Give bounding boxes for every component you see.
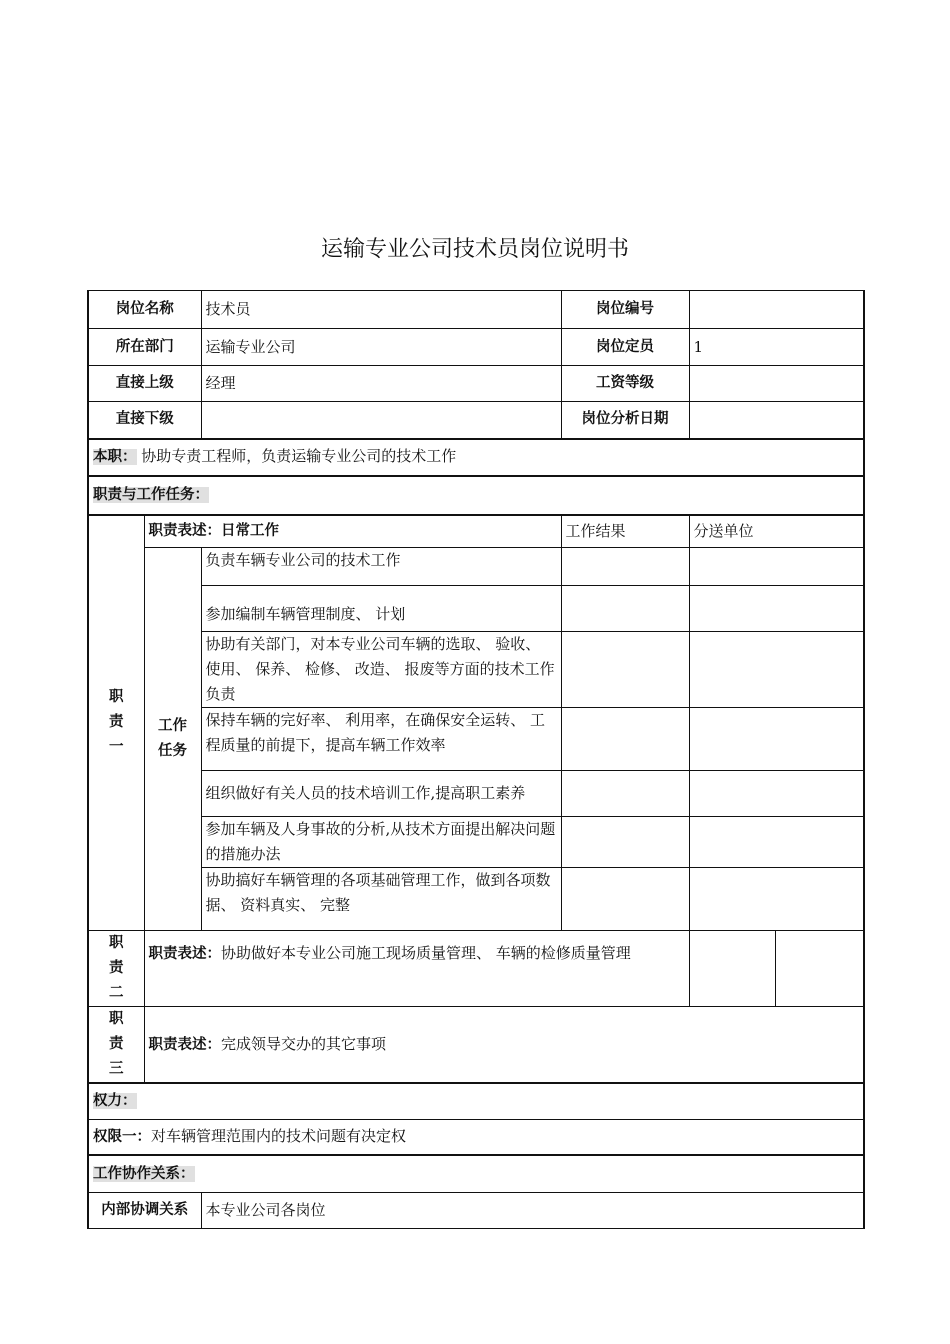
task-row (88, 771, 864, 817)
authority1-label: 权限一： (93, 1128, 151, 1145)
distribution-header: 分送单位 (689, 515, 864, 548)
analysis-date-value (689, 402, 864, 439)
task-row (88, 708, 864, 771)
duty1-desc-label: 职责表述：日常工作 (144, 515, 561, 548)
duty2-desc-text: 协助做好本专业公司施工现场质量管理、 车辆的检修质量管理 (221, 944, 631, 962)
duty2-result (689, 931, 775, 1007)
task-6-distribution (689, 817, 864, 868)
task-5-distribution (689, 771, 864, 817)
duty3-desc-label: 职责表述： (148, 1036, 221, 1053)
duty1-header-row (88, 515, 864, 548)
info-row-4 (88, 402, 864, 439)
position-code-label: 岗位编号 (561, 291, 689, 329)
internal-label: 内部协调关系 (88, 1192, 201, 1228)
authority1-cell (88, 1119, 864, 1155)
task-4-distribution (689, 708, 864, 771)
salary-grade-label: 工资等级 (561, 366, 689, 402)
superior-value: 经理 (201, 366, 561, 402)
internal-text: 本专业公司各岗位 (201, 1192, 864, 1228)
task-5: 组织做好有关人员的技术培训工作,提高职工素养 (201, 771, 561, 817)
task-row (88, 586, 864, 632)
info-row-2 (88, 329, 864, 366)
cooperation-header: 工作协作关系： (93, 1165, 195, 1182)
info-row-3 (88, 366, 864, 402)
duty3-side-label (88, 1007, 144, 1084)
duty3-desc-text: 完成领导交办的其它事项 (221, 1034, 387, 1053)
duties-header-row (88, 476, 864, 515)
task-6-result (561, 817, 689, 868)
superior-label: 直接上级 (88, 366, 201, 402)
headcount-value: 1 (689, 329, 864, 366)
task-7-result (561, 868, 689, 931)
authority-header-row (88, 1083, 864, 1119)
duty3-side-text: 职责三 (109, 1011, 124, 1077)
duty2-desc-cell (144, 931, 689, 1007)
department-label: 所在部门 (88, 329, 201, 366)
duty1-side-label (88, 515, 144, 931)
tasks-label-cell (144, 548, 201, 931)
task-row (88, 632, 864, 708)
task-7: 协助搞好车辆管理的各项基础管理工作，做到各项数据、 资料真实、 完整 (201, 868, 561, 931)
duty2-desc-label: 职责表述： (148, 946, 221, 962)
info-row-1 (88, 291, 864, 329)
task-3-result (561, 632, 689, 708)
core-duty-row (88, 439, 864, 476)
subordinate-label: 直接下级 (88, 402, 201, 439)
task-7-distribution (689, 868, 864, 931)
authority1-row (88, 1119, 864, 1155)
duty1-side-text: 职责一 (109, 689, 124, 756)
core-duty-cell (88, 439, 864, 476)
task-row (88, 868, 864, 931)
task-2-distribution (689, 586, 864, 632)
position-code-value (689, 291, 864, 329)
task-1: 负责车辆专业公司的技术工作 (201, 548, 561, 586)
task-3: 协助有关部门，对本专业公司车辆的选取、 验收、 使用、 保养、 检修、 改造、 报废等方面的技术工作负责 (201, 632, 561, 708)
duty3-desc-cell (144, 1007, 864, 1084)
task-1-distribution (689, 548, 864, 586)
position-name-value: 技术员 (201, 291, 561, 329)
position-name-label: 岗位名称 (88, 291, 201, 329)
task-4: 保持车辆的完好率、 利用率，在确保安全运转、 工程质量的前提下，提高车辆工作效率 (201, 708, 561, 771)
department-value: 运输专业公司 (201, 329, 561, 366)
tasks-label: 工作任务 (158, 718, 187, 759)
duty2-distribution (775, 931, 864, 1007)
internal-row (88, 1192, 864, 1228)
job-description-table (87, 290, 865, 1229)
task-row (88, 548, 864, 586)
document-title: 运输专业公司技术员岗位说明书 (320, 237, 629, 262)
duty3-row (88, 1007, 864, 1084)
task-3-distribution (689, 632, 864, 708)
authority-header: 权力： (93, 1093, 137, 1110)
core-duty-label: 本职： (93, 449, 137, 465)
duties-header-cell (88, 476, 864, 515)
core-duty-text: 协助专责工程师，负责运输专业公司的技术工作 (141, 447, 457, 465)
duty2-row (88, 931, 864, 1007)
headcount-label: 岗位定员 (561, 329, 689, 366)
authority1-text: 对车辆管理范围内的技术问题有决定权 (151, 1126, 407, 1145)
task-row (88, 817, 864, 868)
salary-grade-value (689, 366, 864, 402)
duty2-side-label (88, 931, 144, 1007)
subordinate-value (201, 402, 561, 439)
cooperation-header-row (88, 1155, 864, 1192)
duty2-side-text: 职责二 (109, 935, 124, 1001)
task-4-result (561, 708, 689, 771)
task-2: 参加编制车辆管理制度、 计划 (201, 586, 561, 632)
task-5-result (561, 771, 689, 817)
authority-header-cell (88, 1083, 864, 1119)
task-6: 参加车辆及人身事故的分析,从技术方面提出解决问题的措施办法 (201, 817, 561, 868)
duties-header: 职责与工作任务： (93, 487, 209, 503)
task-2-result (561, 586, 689, 632)
task-1-result (561, 548, 689, 586)
cooperation-header-cell (88, 1155, 864, 1192)
analysis-date-label: 岗位分析日期 (561, 402, 689, 439)
result-header: 工作结果 (561, 515, 689, 548)
